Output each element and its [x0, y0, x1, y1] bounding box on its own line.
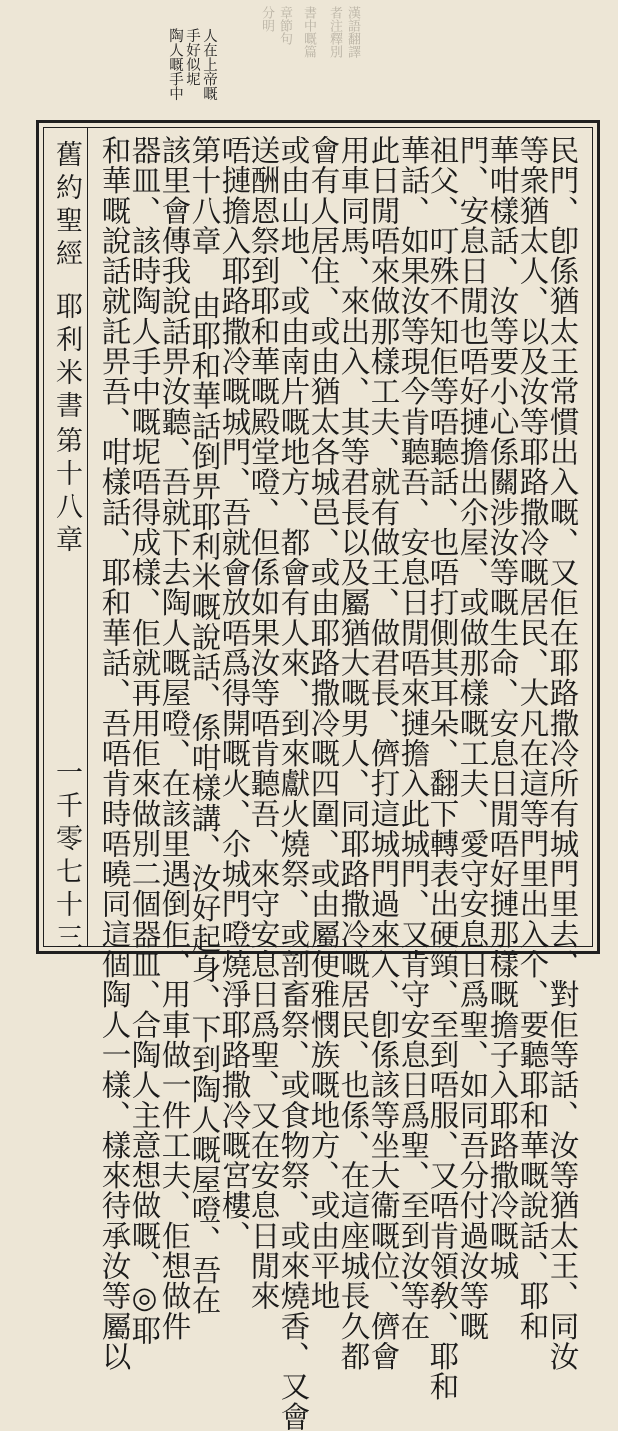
header-divider	[87, 127, 88, 947]
marginal-note-column: 手好似坭	[184, 28, 200, 86]
bleed-through-column: 分明	[259, 6, 274, 32]
text-column: 等衆猶太人、以及汝等耶路撒冷嘅居民、大凡在這等門里出入个、要聽耶和華嘅說話、耶和	[515, 135, 550, 1341]
text-column: 和華嘅說話就託畀吾、咁樣話、耶和華話、吾唔肯時唔曉同這個陶人一樣、樣來待承汝等屬以	[97, 135, 132, 1372]
text-column: 器皿、該時陶人手中嘅坭唔得成樣、佢就再用佢來做別二個器皿、合陶人主意想做嘅、◎耶	[127, 135, 162, 1346]
marginal-note-column: 人在上帝嘅	[201, 28, 217, 101]
text-column: 此日閒唔來做那樣工夫、就有做王、做君長、儕打這城門過來入、卽係該等坐大衞嘅位、儕會	[366, 135, 401, 1372]
text-column: 或由山地、或由南片嘅地方、都會有人來、到來獻火燒祭、或剖畜祭、或食物祭、或來燒香、又會	[276, 135, 311, 1431]
text-column: 華咁樣話、汝等要小心係關涉汝等嘅生命、安息日閒唔好摙那樣嘅擔子入耶路撒冷嘅城	[485, 135, 520, 1281]
marginal-note-column: 陶人嘅手中	[167, 28, 183, 101]
text-column: 送酬恩祭到耶和華嘅殿堂噔、但係如果汝等唔肯聽吾、來守安息日爲聖、又在安息日閒來	[246, 135, 281, 1311]
bleed-through-column: 章節句	[277, 6, 292, 45]
text-column: 會有人居住、或由猶太各城邑、或由耶路撒冷嘅四圍、或由屬便雅憫族嘅地方、或由平地	[306, 135, 341, 1311]
chapter-start-column: 第十八章 由耶和華話倒畀耶利米嘅說話、係咁樣講、汝好起身、下到陶人嘅屋噔、吾在	[187, 135, 222, 1316]
text-column: 華話、如果汝等現今肯聽吾、安息日閒唔來摙擔入此城門、又肯守安息日爲聖、至到汝等在	[396, 135, 431, 1341]
book-title: 舊約聖經	[51, 140, 82, 272]
chapter-label: 第十八章	[51, 426, 82, 558]
bleed-through-column: 者注釋別	[327, 6, 342, 58]
bleed-through-column: 書中嘅篇	[301, 6, 316, 58]
text-column: 唔摙擔入耶路撒冷嘅城門、吾就會放唔爲得開嘅火、尒城門噔燒淨耶路撒冷嘅宮樓、	[217, 135, 252, 1251]
text-column: 門、安息日閒也唔好摙擔出尒屋、或做那樣嘅工夫、愛守安息日爲聖、如同吾分付過汝等嘅	[455, 135, 490, 1341]
text-column: 民門、卽係猶太王常慣出入嘅、又佢在耶路撒冷所有城門里去、對佢等話、汝等猶太王、同汝	[545, 135, 580, 1372]
text-column: 祖父、叮殊不知佢等唔聽話、也唔打側其耳朵、翻下轉表出硬頸、至到唔服、又唔肯領敎、耶和	[425, 135, 460, 1402]
bleed-through-column: 漢語翻譯	[345, 6, 360, 58]
section-title: 耶利米書	[51, 292, 82, 424]
page-number: 一千零七十三	[51, 758, 82, 956]
text-column: 用車同馬、來出入、其等君長以及屬猶大嘅男人、同耶路撒冷嘅居民、也係、在這座城長久都	[336, 135, 371, 1372]
text-column: 該里會傳我說話畀汝聽、吾就下去陶人嘅屋噔、在該里遇倒佢、用車做一件工夫、佢想做件	[157, 135, 192, 1341]
